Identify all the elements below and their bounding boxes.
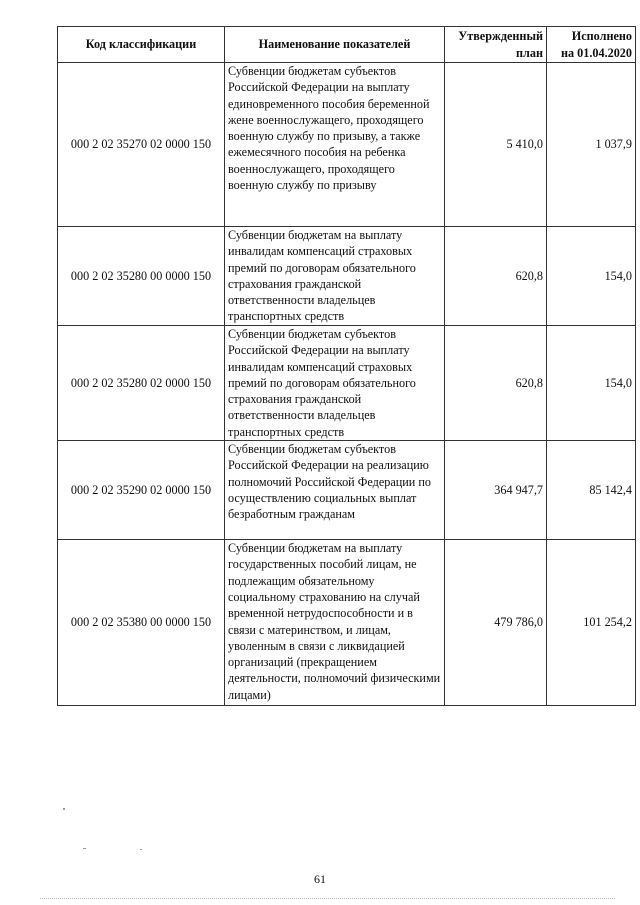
row-done: 154,0 xyxy=(547,326,636,441)
row-name: Субвенции бюджетам субъектов Российской Федерации на выплату единовременного пособия беременной жене военнослужащего, проходящего военную службу по призыву, а также ежемесячного пособия на ребенка военнослужащего, проходящего военную службу по призыву xyxy=(225,63,445,227)
row-plan: 364 947,7 xyxy=(445,441,547,540)
row-done: 1 037,9 xyxy=(547,63,636,227)
row-done: 154,0 xyxy=(547,227,636,326)
row-plan: 479 786,0 xyxy=(445,540,547,706)
row-code: 000 2 02 35280 02 0000 150 xyxy=(58,326,225,441)
header-code-label: Код классификации xyxy=(85,37,197,52)
header-plan-line2: план xyxy=(516,45,543,60)
row-name: Субвенции бюджетам субъектов Российской Федерации на реализацию полномочий Российской Федерации по осуществлению социальных выплат безработным гражданам xyxy=(225,441,445,540)
row-name: Субвенции бюджетам на выплату государственных пособий лицам, не подлежащим обязательному социальному страхованию на случай временной нетрудоспособности и в связи с материнством, и лицам, уволенным в связи с ликвидацией организаций (прекращением деятельности, полномочий физическими лицами) xyxy=(225,540,445,706)
row-done: 85 142,4 xyxy=(547,441,636,540)
row-plan: 620,8 xyxy=(445,227,547,326)
row-name: Субвенции бюджетам субъектов Российской Федерации на выплату инвалидам компенсаций страховых премий по договорам обязательного страхования гражданской ответственности владельцев транспортных средств xyxy=(225,326,445,441)
page-number: 61 xyxy=(314,872,326,886)
header-done-line2: на 01.04.2020 xyxy=(560,45,632,60)
table-row xyxy=(58,227,636,326)
header-name xyxy=(225,27,445,63)
row-plan: 620,8 xyxy=(445,326,547,441)
row-code: 000 2 02 35290 02 0000 150 xyxy=(58,441,225,540)
header-name-label: Наименование показателей xyxy=(258,37,411,52)
header-code xyxy=(58,27,225,63)
row-name: Субвенции бюджетам на выплату инвалидам компенсаций страховых премий по договорам обязательного страхования гражданской ответственности владельцев транспортных средств xyxy=(225,227,445,326)
scan-edge-line xyxy=(40,898,615,899)
row-code: 000 2 02 35380 00 0000 150 xyxy=(58,540,225,706)
header-done xyxy=(547,27,636,63)
table-row xyxy=(58,441,636,540)
row-code: 000 2 02 35280 00 0000 150 xyxy=(58,227,225,326)
header-done-line1: Исполнено xyxy=(571,29,632,44)
table-header-row xyxy=(58,27,636,63)
header-plan xyxy=(445,27,547,63)
row-code: 000 2 02 35270 02 0000 150 xyxy=(58,63,225,227)
table-row xyxy=(58,63,636,227)
row-done: 101 254,2 xyxy=(547,540,636,706)
table-row xyxy=(58,540,636,706)
header-plan-line1: Утвержденный xyxy=(458,29,543,44)
budget-table xyxy=(57,26,636,706)
table-row xyxy=(58,326,636,441)
row-plan: 5 410,0 xyxy=(445,63,547,227)
